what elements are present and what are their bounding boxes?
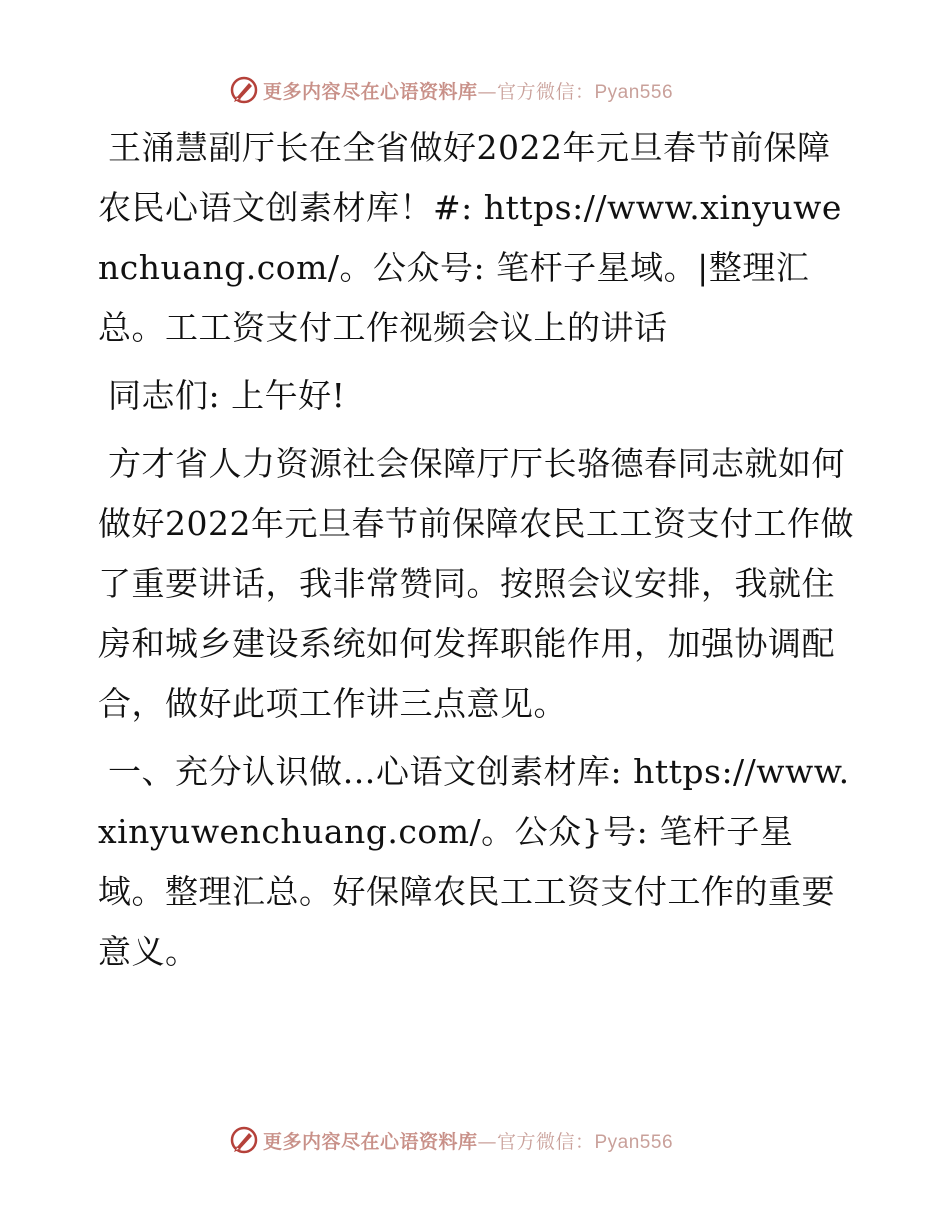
pen-logo-icon: [229, 1125, 259, 1155]
banner-text: [263, 77, 673, 104]
banner-separator: —: [477, 80, 497, 103]
header-banner: [0, 70, 950, 110]
paragraph-title: 王涌慧副厅长在全省做好2022年元旦春节前保障农民心语文创素材库！#: https://www.xinyuwenchuang.com/。公众号: 笔杆子星域。|整理汇总。工工资支付工作视频会议上的讲话: [98, 128, 842, 347]
banner-official: 官方微信：: [496, 1130, 595, 1153]
banner-official: 官方微信：: [496, 80, 595, 103]
document-body: [98, 118, 858, 990]
banner-separator: —: [477, 1130, 497, 1153]
banner-brand: 更多内容尽在心语资料库: [262, 1130, 478, 1153]
banner-wechat-id: Pyan556: [594, 1131, 674, 1153]
paragraph-section-one: 一、充分认识做…心语文创素材库: https://www.xinyuwenchuang.com/。公众}号: 笔杆子星域。整理汇总。好保障农民工工资支付工作的重要意义。: [98, 752, 850, 971]
banner-wechat-id: Pyan556: [594, 81, 674, 103]
footer-banner: [0, 1120, 950, 1160]
banner-text: [263, 1127, 673, 1154]
banner-brand: 更多内容尽在心语资料库: [262, 80, 478, 103]
paragraph-greeting: 同志们: 上午好!: [108, 376, 346, 415]
pen-logo-icon: [229, 75, 259, 105]
paragraph-intro: 方才省人力资源社会保障厅厅长骆德春同志就如何做好2022年元旦春节前保障农民工工资支付工作做了重要讲话，我非常赞同。按照会议安排，我就住房和城乡建设系统如何发挥职能作用，加强协调配合，做好此项工作讲三点意见。: [98, 444, 854, 723]
